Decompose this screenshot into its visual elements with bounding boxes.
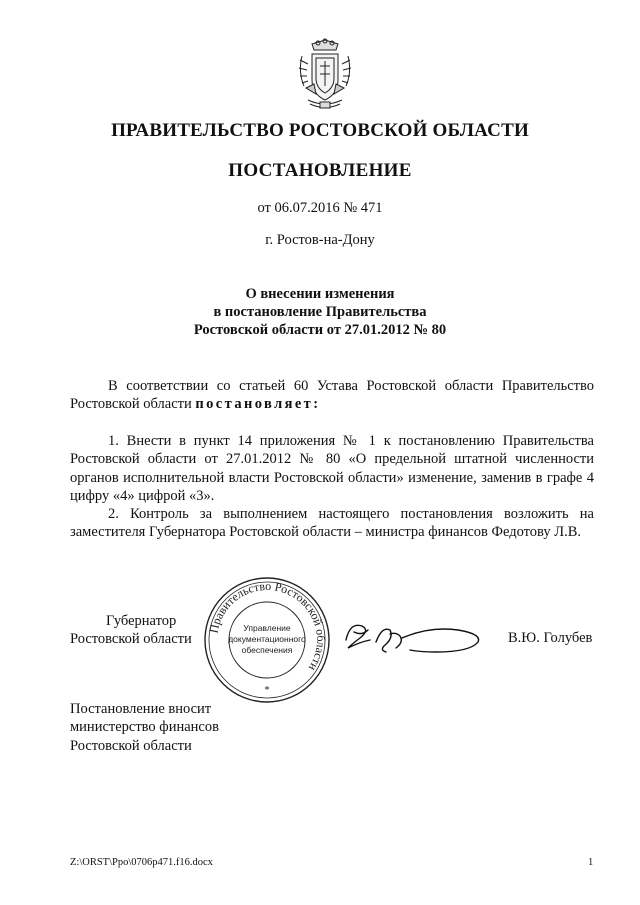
submitted-line: Ростовской области bbox=[70, 737, 192, 754]
subject-line: в постановление Правительства bbox=[213, 304, 427, 320]
preamble-text: В соответствии со статьей 60 Устава Ростовской области Правительство Ростовской области bbox=[70, 378, 594, 413]
subject-line: О внесении изменения bbox=[245, 286, 395, 302]
svg-text:*: * bbox=[264, 685, 270, 696]
signatory-name: В.Ю. Голубев bbox=[508, 630, 593, 646]
signatory-position bbox=[70, 612, 210, 649]
stamp-inner-line: Управление bbox=[243, 623, 291, 633]
document-date-number: от 06.07.2016 № 471 bbox=[257, 200, 383, 216]
submitted-by-note bbox=[70, 700, 219, 755]
organization-title: ПРАВИТЕЛЬСТВО РОСТОВСКОЙ ОБЛАСТИ bbox=[111, 120, 529, 141]
handwritten-signature bbox=[340, 612, 490, 660]
preamble-paragraph bbox=[70, 377, 594, 414]
document-type: ПОСТАНОВЛЕНИЕ bbox=[228, 160, 412, 181]
footer-file-path: Z:\ORST\Ppo\0706p471.f16.docx bbox=[70, 857, 213, 868]
stamp-ring-text: Правительство Ростовской области bbox=[206, 578, 329, 674]
official-stamp bbox=[202, 575, 332, 705]
submitted-line: министерство финансов bbox=[70, 719, 219, 736]
coat-of-arms-emblem bbox=[294, 38, 356, 112]
position-line: Губернатор bbox=[106, 613, 177, 629]
stamp-inner-line: обеспечения bbox=[241, 645, 293, 655]
subject-line: Ростовской области от 27.01.2012 № 80 bbox=[193, 322, 447, 338]
item-1-paragraph: 1. Внести в пункт 14 приложения № 1 к постановлению Правительства Ростовской области от 27.01.2012 № 80 «О предельной штатной численности органов исполнительной власти Ростовской области» изменение, заменив в графе 4 цифру «4» цифрой «3». bbox=[70, 433, 594, 504]
document-city: г. Ростов-на-Дону bbox=[265, 232, 375, 248]
page-number: 1 bbox=[588, 857, 594, 868]
stamp-inner-line: документационного bbox=[228, 634, 306, 644]
item-2-paragraph: 2. Контроль за выполнением настоящего постановления возложить на заместителя Губернатора Ростовской области – министра финансов Федотову Л.В. bbox=[70, 506, 594, 541]
document-subject bbox=[0, 285, 640, 339]
position-line: Ростовской области bbox=[70, 631, 192, 648]
submitted-line: Постановление вносит bbox=[70, 701, 212, 717]
decree-word: постановляет: bbox=[195, 396, 321, 413]
